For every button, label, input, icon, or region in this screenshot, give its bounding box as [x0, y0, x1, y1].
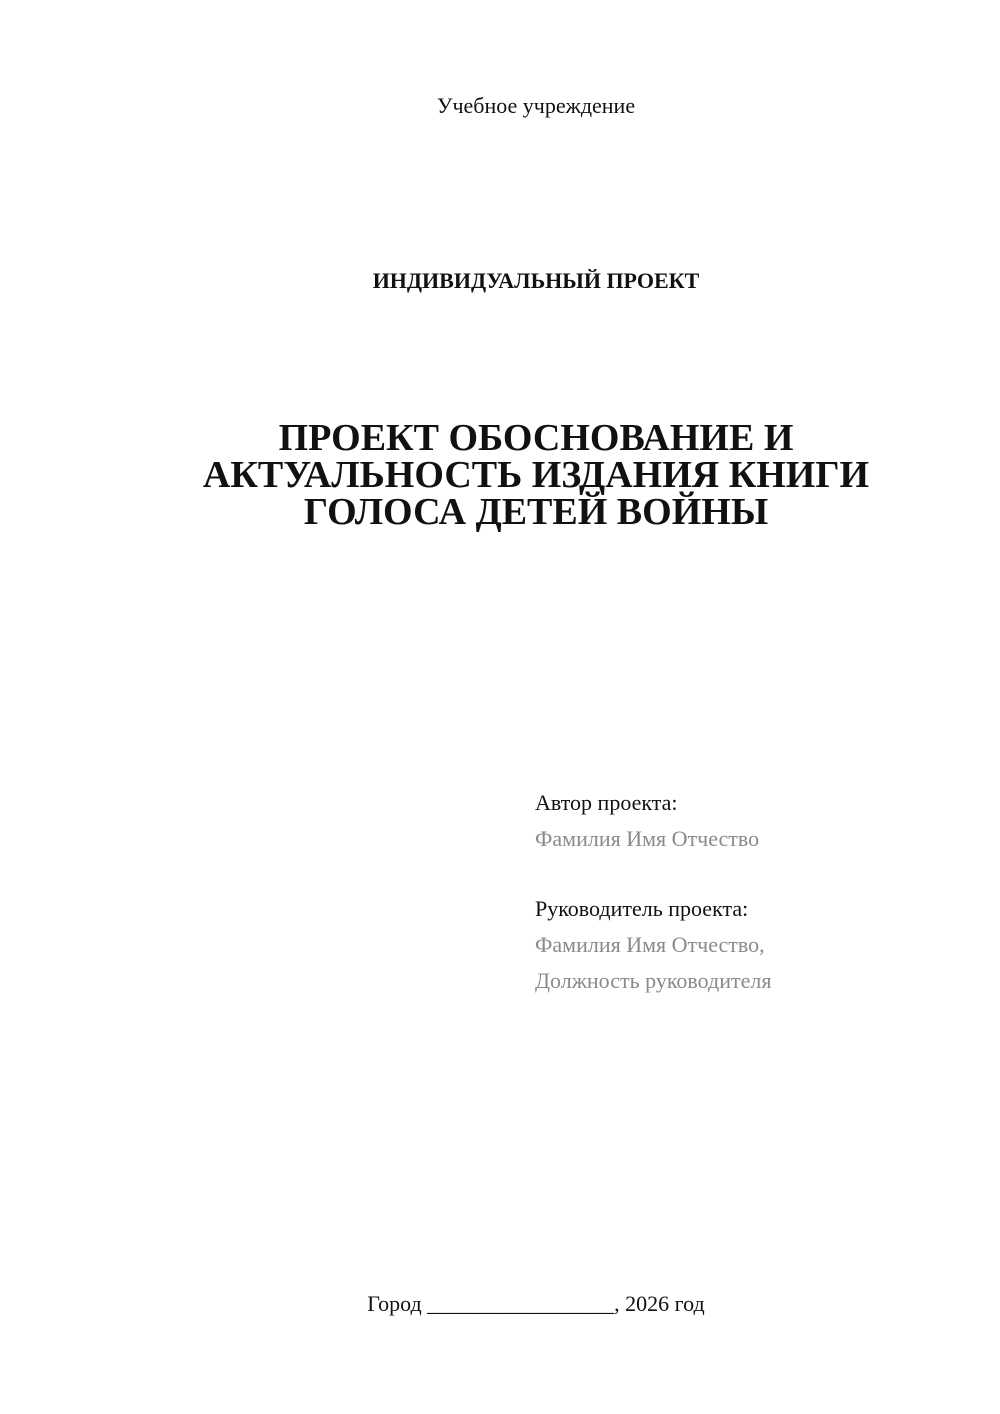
project-title-line: АКТУАЛЬНОСТЬ ИЗДАНИЯ КНИГИ	[202, 454, 870, 496]
author-name-placeholder: Фамилия Имя Отчество	[535, 826, 760, 851]
city-year-line: Город _________________, 2026 год	[367, 1291, 705, 1316]
project-type-heading: ИНДИВИДУАЛЬНЫЙ ПРОЕКТ	[372, 268, 700, 293]
supervisor-name-placeholder: Фамилия Имя Отчество,	[535, 932, 765, 957]
supervisor-block	[535, 891, 955, 999]
supervisor-label: Руководитель проекта:	[535, 896, 749, 921]
author-block	[535, 785, 955, 857]
institution-name: Учебное учреждение	[436, 93, 636, 118]
author-label: Автор проекта:	[535, 790, 678, 815]
project-title	[0, 417, 1000, 533]
project-title-line: ГОЛОСА ДЕТЕЙ ВОЙНЫ	[303, 491, 769, 533]
project-title-line: ПРОЕКТ ОБОСНОВАНИЕ И	[278, 417, 794, 459]
supervisor-position-placeholder: Должность руководителя	[535, 968, 772, 993]
